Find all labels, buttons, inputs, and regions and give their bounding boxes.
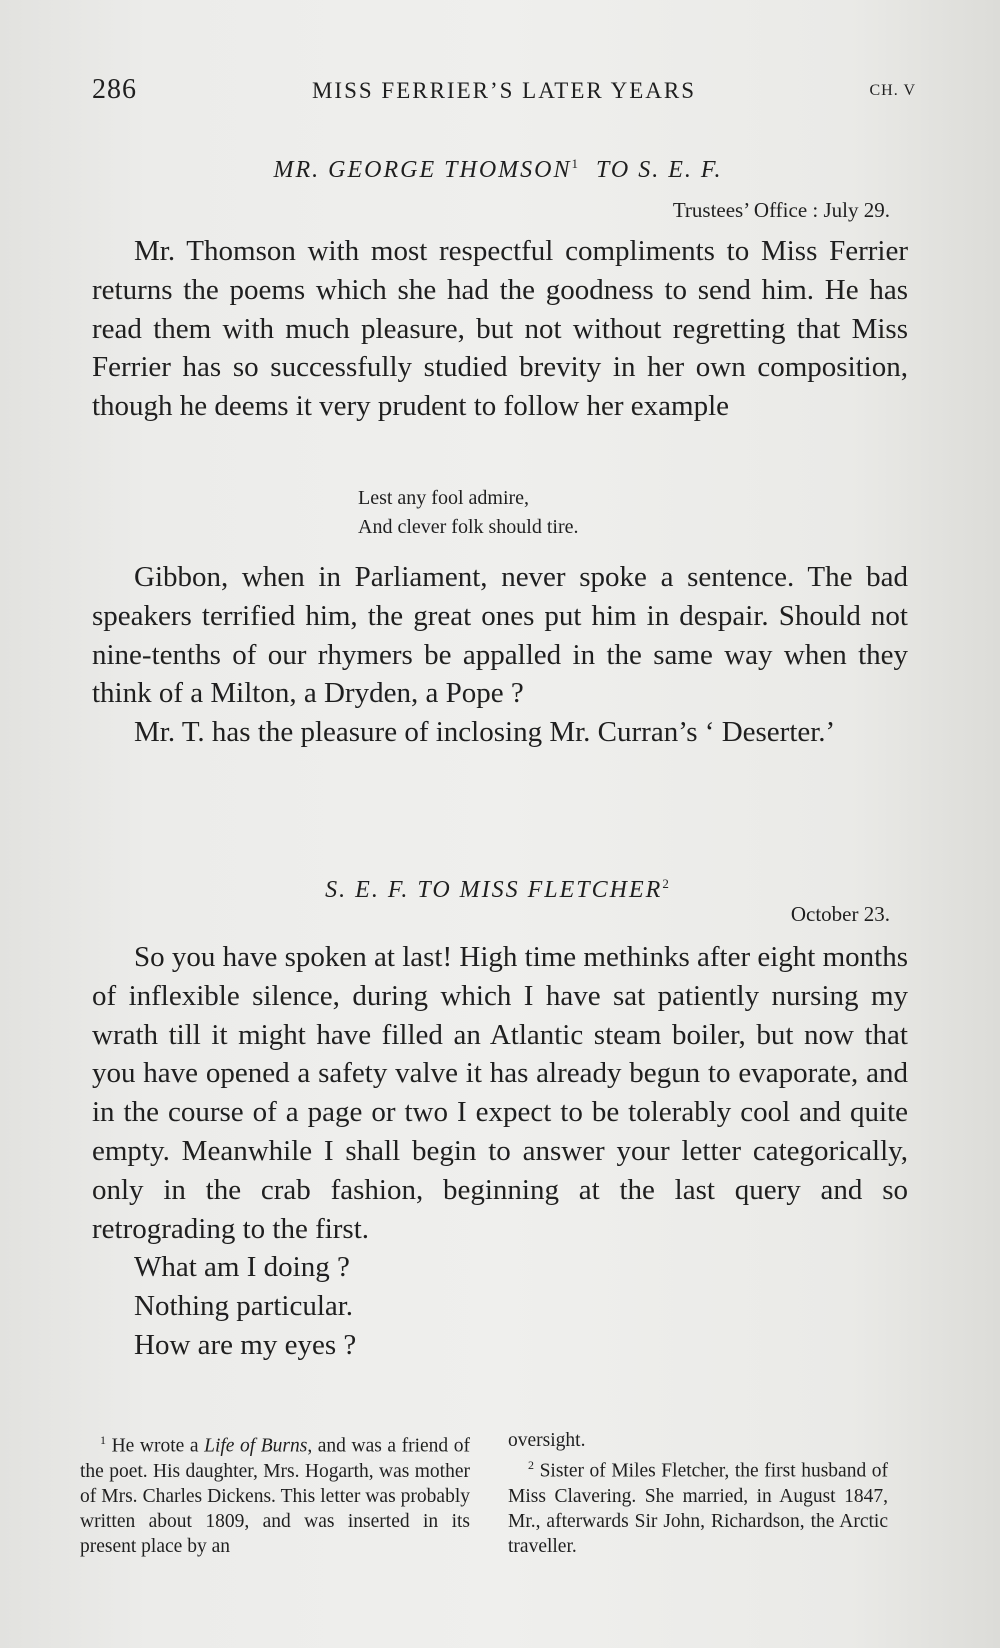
paragraph: Gibbon, when in Parliament, never spoke a sentence. The bad speakers terrified him, the great ones put him in despair. Should not nine-tenths of our rhymers be appalled in the same way when they think of a Milton, a Dryden, a Pope ?: [92, 561, 908, 710]
paragraph: So you have spoken at last! High time methinks after eight months of inflexible silence, during which I have sat patiently nursing my wrath till it might have filled an Atlantic steam boiler, but now that you have opened a safety valve it has already begun to evaporate, and in the course of a page or two I expect to be tolerably cool and quite empty. Meanwhile I shall begin to answer your letter categorically, only in the crab fashion, beginning at the last query and so retrograding to the first.: [92, 941, 909, 1245]
footnote-2: [508, 1453, 888, 1559]
chapter-mark: CH. V: [869, 82, 916, 99]
paragraph: Mr. Thomson with most respectful compliments to Miss Ferrier returns the poems which she had the goodness to send him. He has read them with much pleasure, but not without regretting that Miss Ferrier has so successfully studied brevity in her own composition, though he deems it very prudent to follow her example: [92, 235, 908, 423]
footnote-mark: 1: [100, 1433, 106, 1447]
footnote-text: He wrote a: [111, 1435, 205, 1457]
footnote-ref-2: 2: [662, 876, 671, 891]
footnote-ref-1: 1: [571, 156, 580, 171]
footnote-mark: 2: [528, 1458, 534, 1472]
letter-heading-thomson: [92, 156, 904, 184]
dialogue-line: Nothing particular.: [134, 1290, 354, 1323]
footnote-column-right: [508, 1428, 888, 1559]
letter-fletcher-body: [92, 938, 908, 1365]
dialogue-line: What am I doing ?: [134, 1251, 350, 1284]
heading-recipient: TO S. E. F.: [596, 157, 723, 183]
footnote-text: Sister of Miles Fletcher, the first husband of Miss Clavering. She married, in August 1847, Mr., afterwards Sir John, Richardson, the Arctic traveller.: [508, 1460, 888, 1557]
footnote-1-continued: oversight.: [508, 1430, 586, 1451]
running-head: [92, 70, 916, 110]
letter-thomson-body-2: [92, 558, 908, 752]
footnote-title: Life of Burns: [204, 1435, 308, 1457]
dialogue-line: How are my eyes ?: [134, 1328, 357, 1361]
footnote-1: [80, 1428, 470, 1559]
verse-line: And clever folk should tire.: [358, 516, 579, 538]
page-number: 286: [92, 74, 137, 105]
dateline-thomson: Trustees’ Office : July 29.: [672, 198, 890, 222]
heading-sender: MR. GEORGE THOMSON: [273, 157, 572, 183]
letter-heading-fletcher: [92, 876, 904, 904]
verse-line: Lest any fool admire,: [358, 487, 530, 509]
letter-thomson-body-1: [92, 232, 908, 426]
running-title: MISS FERRIER’S LATER YEARS: [311, 78, 697, 103]
dateline-fletcher: October 23.: [790, 902, 890, 926]
heading-text: S. E. F. TO MISS FLETCHER: [325, 877, 663, 903]
paragraph: Mr. T. has the pleasure of inclosing Mr. Curran’s ‘ Deserter.’: [134, 716, 836, 749]
footnotes: [80, 1428, 888, 1578]
footnote-text: , and was a friend of the poet. His daughter, Mrs. Hogarth, was mother of Mrs. Charles Dickens. This letter was probably written about 1809, and was inserted in its present place by an: [80, 1435, 470, 1557]
verse-quote: [358, 484, 579, 542]
